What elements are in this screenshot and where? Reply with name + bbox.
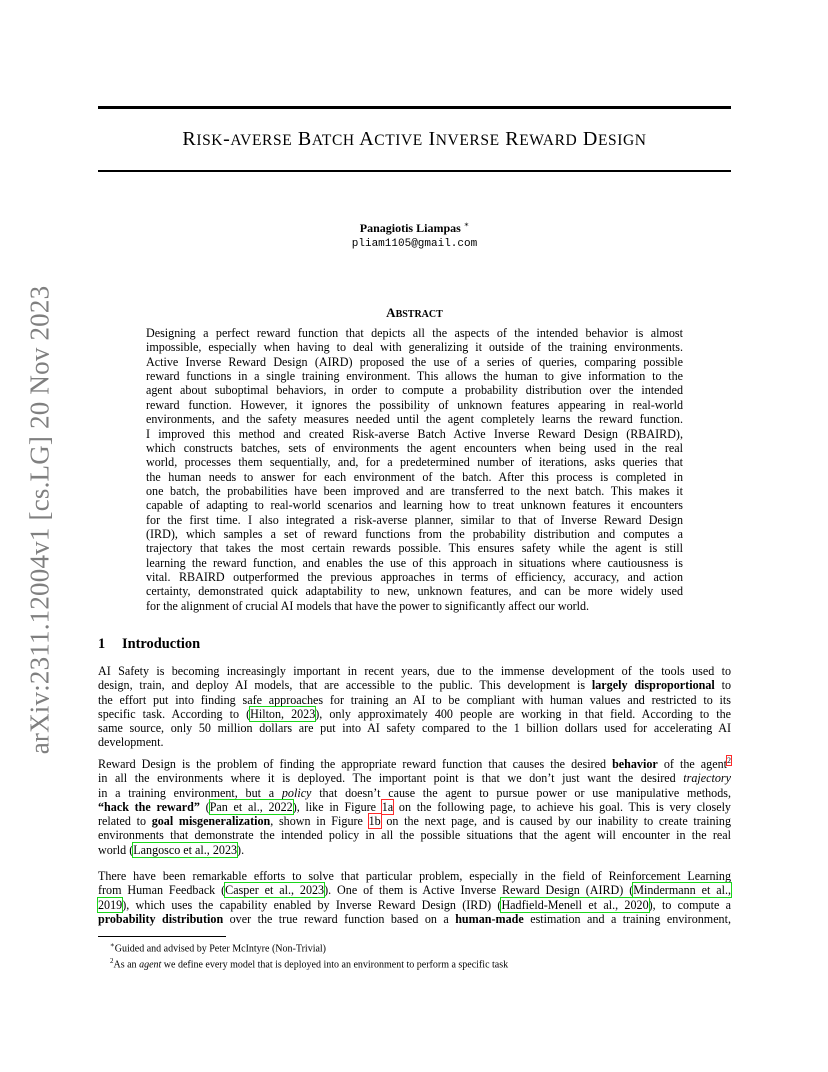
title-bottom-rule bbox=[98, 170, 731, 172]
paragraph-line: Reward Design is the problem of finding the appropriate reward function that causes the desired behavior of the agent$^2$ bbox=[98, 755, 731, 771]
paragraph-line: the effort put into finding safe approaches for training an AI to be compliant with human values and restricted to its bbox=[98, 692, 731, 707]
citation-link[interactable]: 2019 bbox=[98, 897, 123, 912]
abstract-line: agent about suboptimal behaviors, in order to compute a probability distribution over the intended bbox=[146, 383, 683, 398]
paragraph-line: in a training environment, but a policy that doesn’t cause the agent to pursue power or use manipulative methods, bbox=[98, 785, 731, 800]
title-top-rule bbox=[98, 106, 731, 109]
citation-link[interactable]: Casper et al., 2023 bbox=[225, 883, 325, 898]
footnote-2: $^2$As an agent we define every model that is deployed into an environment to perform a specific task bbox=[110, 957, 509, 971]
section-heading-introduction bbox=[98, 636, 200, 653]
footnotes bbox=[98, 939, 508, 972]
section-title: Introduction bbox=[122, 636, 201, 652]
citation-link[interactable]: Langosco et al., 2023 bbox=[133, 842, 238, 857]
paragraph-line: environments that demonstrate the intended policy in all the possible situations that the agent will encounter in the real bbox=[98, 828, 731, 843]
paragraph-line: “hack the reward” (Pan et al., 2022), like in Figure 1a on the following page, to achieve his goal. This is very closely bbox=[98, 799, 731, 814]
paragraph-line: probability distribution over the true reward function based on a human-made estimation and a training environment, bbox=[98, 911, 731, 926]
paragraph-line: related to goal misgeneralization, shown in Figure 1b on the next page, and is caused by our inability to create training bbox=[98, 814, 731, 829]
paragraph-line: There have been remarkable efforts to solve that particular problem, especially in the field of Reinforcement Learning bbox=[98, 869, 731, 883]
abstract-heading: ABSTRACT bbox=[386, 305, 443, 320]
paragraph-line: 2019), which uses the capability enabled by Inverse Reward Design (IRD) (Hadfield-Menell et al., 2020), to compute a bbox=[98, 897, 731, 912]
abstract-line: (IRD), which samples a set of reward functions from the probability distribution and computes a bbox=[146, 527, 683, 542]
abstract-line: which constructs batches, sets of environments the agent encounters when being used in the real bbox=[146, 440, 683, 455]
abstract-line: one batch, the probabilities have been improved and are transferred to the next batch. This makes it bbox=[146, 483, 683, 498]
paragraph-line: same source, only 50 million dollars are put into AI safety compared to the 1 billion dollars used for accelerating AI bbox=[98, 721, 731, 736]
abstract-line: reward function. However, it ignores the possibility of unknown features appearing in real-world bbox=[146, 397, 683, 412]
paragraph-line: from Human Feedback (Casper et al., 2023). One of them is Active Inverse Reward Design (AIRD) (Mindermann et al., bbox=[98, 883, 731, 898]
abstract-line: world, processes them sequentially, and, for a predetermined number of iterations, asks queries that bbox=[146, 455, 683, 470]
abstract-line: reward functions in a single training environment. This allows the human to give information to the bbox=[146, 369, 683, 384]
citation-link[interactable]: Hilton, 2023 bbox=[250, 706, 316, 721]
abstract-line: capable of adapting to real-world scenarios and learning how to treat unknown features it encounters bbox=[146, 498, 683, 513]
paragraph-line: world (Langosco et al., 2023). bbox=[98, 842, 245, 857]
paragraph-2 bbox=[98, 757, 731, 857]
paragraph-1 bbox=[98, 664, 731, 750]
abstract-body bbox=[146, 326, 683, 613]
paragraph-3 bbox=[98, 869, 731, 926]
paragraph-line: development. bbox=[98, 735, 164, 750]
abstract-line: for the first time. I also integrated a risk-averse planner, similar to that of Inverse Reward Design bbox=[146, 512, 683, 527]
abstract-line: the human needs to answer for each environment of the batch. After this process is completed in bbox=[146, 469, 683, 484]
abstract-line: Designing a perfect reward function that depicts all the aspects of the intended behavior is almost bbox=[146, 326, 683, 340]
footnote-link[interactable]: 2 bbox=[727, 755, 731, 765]
abstract-line: trajectory that takes the most certain rewards possible. This ensures safety while the agent is still bbox=[146, 541, 683, 556]
abstract-line: learning the reward function, and enables the use of this approach in situations where cautiousness is bbox=[146, 555, 683, 570]
paragraph-line: in all the environments where it is deployed. The important point is that we don’t just want the desired trajectory bbox=[98, 771, 731, 786]
author-block bbox=[98, 220, 731, 250]
author-footnote-mark: ∗ bbox=[463, 220, 470, 229]
paragraph-line: AI Safety is becoming increasingly important in recent years, due to the immense development of the tools used to bbox=[98, 664, 731, 678]
author-name: Panagiotis Liampas ∗ bbox=[359, 220, 470, 235]
figure-link[interactable]: 1a bbox=[381, 799, 394, 814]
citation-link[interactable]: Hadfield-Menell et al., 2020 bbox=[501, 897, 649, 912]
abstract-line: certainty, demonstrated quick adaptability to new, unknown features, and can be more widely used bbox=[146, 584, 683, 599]
abstract-line: environments, and the safety measures needed until the agent completely learns the reward function. bbox=[146, 412, 683, 427]
section-number: 1 bbox=[98, 636, 106, 652]
abstract-line: Active Inverse Reward Design (AIRD) proposed the use of a series of queries, comparing possible bbox=[146, 354, 683, 369]
citation-link[interactable]: Mindermann et al., bbox=[633, 883, 731, 898]
abstract-line: for the alignment of crucial AI models that have the power to significantly affect our world. bbox=[146, 598, 590, 613]
citation-link[interactable]: Pan et al., 2022 bbox=[209, 799, 293, 814]
paragraph-line: design, train, and deploy AI models, that are accessible to the public. This development is largely disproportional to bbox=[98, 678, 731, 693]
abstract-line: I improved this method and created Risk-averse Batch Active Inverse Reward Design (RBAIRD), bbox=[146, 426, 683, 441]
paper-title: RISK-AVERSE BATCH ACTIVE INVERSE REWARD DESIGN bbox=[182, 128, 647, 150]
abstract-line: vital. RBAIRD outperformed the previous approaches in terms of efficiency, accuracy, and action bbox=[146, 570, 683, 585]
figure-link[interactable]: 1b bbox=[368, 814, 381, 829]
footnote-rule bbox=[98, 936, 226, 937]
abstract-line: impossible, especially when having to deal with generalizing it outside of the training environments. bbox=[146, 340, 683, 355]
arxiv-identifier-text: arXiv:2311.12004v1 [cs.LG] 20 Nov 2023 bbox=[24, 285, 55, 755]
paragraph-line: specific task. According to (Hilton, 2023), only approximately 400 people are working in that field. According to the bbox=[98, 706, 731, 721]
footnote-1: ∗Guided and advised by Peter McIntyre (Non-Trivial) bbox=[110, 941, 327, 955]
author-email: pliam1105@gmail.com bbox=[351, 238, 478, 250]
